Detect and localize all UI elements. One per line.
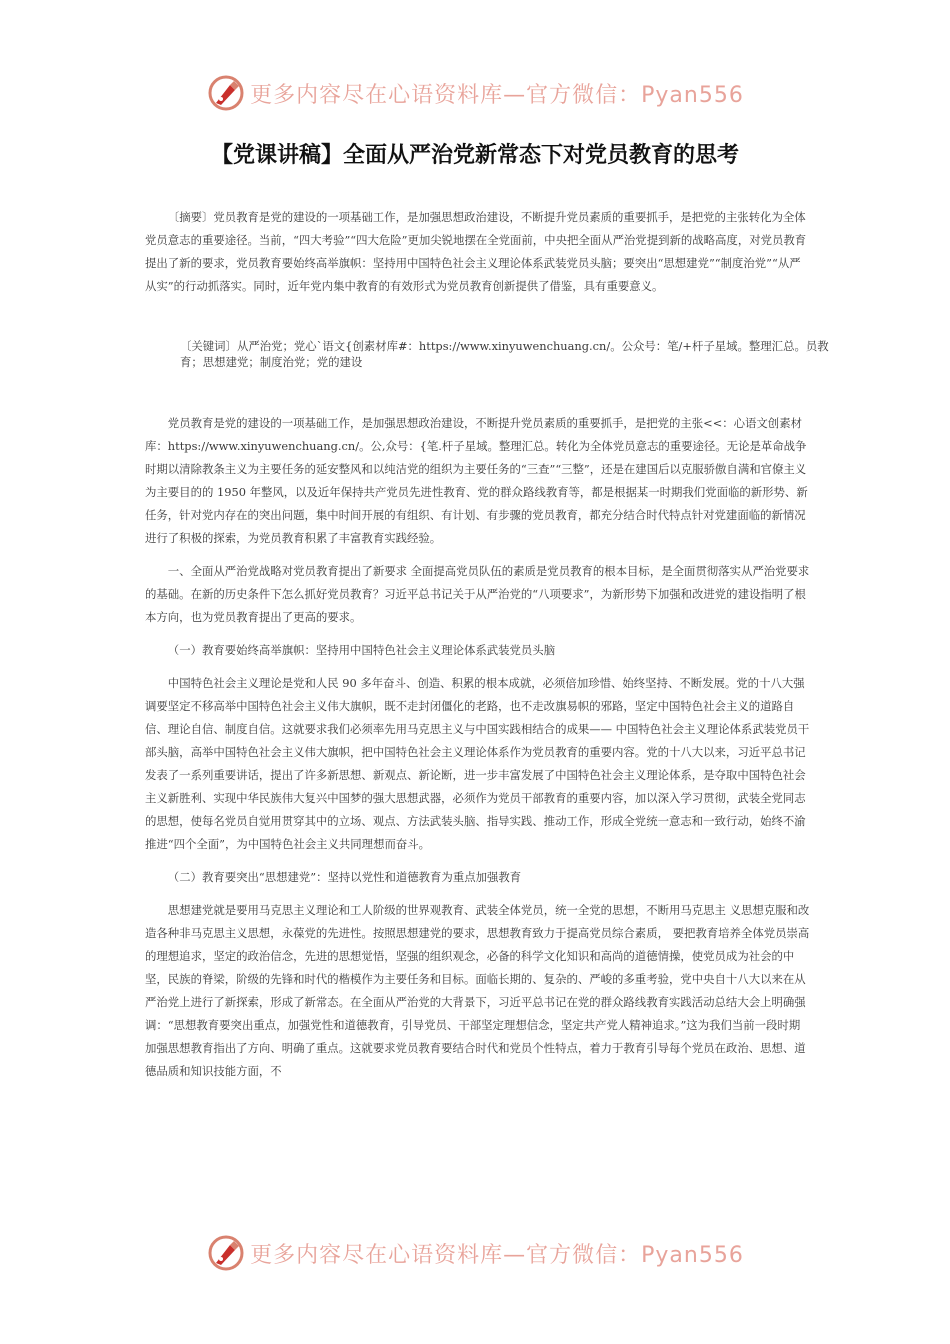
paragraph-1: 中国特色社会主义理论是党和人民 90 多年奋斗、创造、积累的根本成就，必须倍加珍惜、始终坚持、不断发展。党的十八大强调要坚定不移高举中国特色社会主义伟大旗帜，既不走封闭僵化的老路，也不走改旗易帜的邪路，坚定中国特色社会主义的道路自信、理论自信、制度自信。这就要求我们必须率先用马克思主义与中国实践相结合的成果—— 中国特色社会主义理论体系武装党员干部头脑，高举中国特色社会主义伟大旗帜，把中国特色社会主义理论体系作为党员教育的重要内容。党的十八大以来，习近平总书记发表了一系列重要讲话，提出了许多新思想、新观点、新论断，进一步丰富发展了中国特色社会主义理论体系，是夺取中国特色社会主义新胜利、实现中华民族伟大复兴中国梦的强大思想武器，必须作为党员干部教育的重要内容，加以深入学习贯彻，武装全党同志的思想，使每名党员自觉用贯穿其中的立场、观点、方法武装头脑、指导实践、推动工作，形成全党统一意志和一致行动，始终不渝推进“四个全面”，为中国特色社会主义共同理想而奋斗。 [145,676,810,851]
main-body [145,412,810,1083]
document-title: 【党课讲稿】全面从严治党新常态下对党员教育的思考 [210,143,739,168]
keywords-block [180,338,830,370]
paragraph-2: 思想建党就是要用马克思主义理论和工人阶级的世界观教育、武装全体党员，统一全党的思想，不断用马克思主 义思想克服和改造各种非马克思主义思想，永葆党的先进性。按照思想建党的要求，思想教育致力于提高党员综合素质， 要把教育培养全体党员崇高的理想追求，坚定的政治信念，先进的思想觉悟，坚强的组织观念，必备的科学文化知识和高尚的道德情操，使党员成为社会的中坚，民族的脊梁，阶级的先锋和时代的楷模作为主要任务和目标。面临长期的、复杂的、严峻的多重考验，党中央自十八大以来在从严治党上进行了新探索，形成了新常态。在全面从严治党的大背景下，习近平总书记在党的群众路线教育实践活动总结大会上明确强调：“思想教育要突出重点，加强党性和道德教育，引导党员、干部坚定理想信念，坚定共产党人精神追求。”这为我们当前一段时期加强思想教育指出了方向、明确了重点。这就要求党员教育要结合时代和党员个性特点，着力于教育引导每个党员在政治、思想、道德品质和知识技能方面，不 [145,903,810,1078]
footer-banner [0,1230,950,1276]
pen-nib-logo-icon [206,73,246,113]
abstract-block [145,206,810,298]
banner-text: 更多内容尽在心语资料库—官方微信：Pyan556 [250,82,744,108]
banner-text: 更多内容尽在心语资料库—官方微信：Pyan556 [250,1242,744,1268]
intro-paragraph: 党员教育是党的建设的一项基础工作，是加强思想政治建设，不断提升党员素质的重要抓手，是把党的主张<<：心语文创素材库：https://www.xinyuwenchuang.cn/。公,众号：{笔.杆子星域。整理汇总。转化为全体党员意志的重要途径。无论是革命战争时期以清除教条主义为主要任务的延安整风和以纯洁党的组织为主要任务的“三查”“三整”，还是在建国后以克服骄傲自满和官僚主义为主要目的的 1950 年整风，以及近年保持共产党员先进性教育、党的群众路线教育等，都是根据某一时期我们党面临的新形势、新任务，针对党内存在的突出问题，集中时间开展的有组织、有计划、有步骤的党员教育，都充分结合时代特点针对党建面临的新情况进行了积极的探索，为党员教育积累了丰富教育实践经验。 [145,416,808,545]
section-1-paragraph: 一、全面从严治党战略对党员教育提出了新要求 全面提高党员队伍的素质是党员教育的根本目标，是全面贯彻落实从严治党要求的基础。在新的历史条件下怎么抓好党员教育？习近平总书记关于从严治党的“八项要求”，为新形势下加强和改进党的建设指明了根本方向，也为党员教育提出了更高的要求。 [145,564,810,624]
pen-nib-logo-icon [206,1233,246,1273]
abstract-text: 〔摘要〕党员教育是党的建设的一项基础工作，是加强思想政治建设，不断提升党员素质的重要抓手，是把党的主张转化为全体党员意志的重要途径。当前，“四大考验”“四大危险”更加尖锐地摆在全党面前，中央把全面从严治党提到新的战略高度，对党员教育提出了新的要求，党员教育要始终高举旗帜：坚持用中国特色社会主义理论体系武装党员头脑；要突出“思想建党”“制度治党”“从严从实”的行动抓落实。同时，近年党内集中教育的有效形式为党员教育创新提供了借鉴，具有重要意义。 [145,210,807,293]
keywords-text: 〔关键词〕从严治党；党心`语文{创素材库#：https://www.xinyuwenchuang.cn/。公众号：笔/+杆子星域。整理汇总。员教育；思想建党；制度治党；党的建设 [180,339,829,369]
subheading-1: （一）教育要始终高举旗帜：坚持用中国特色社会主义理论体系武装党员头脑 [167,643,556,657]
header-banner [0,70,950,116]
subheading-2: （二）教育要突出“思想建党”：坚持以党性和道德教育为重点加强教育 [167,870,522,884]
